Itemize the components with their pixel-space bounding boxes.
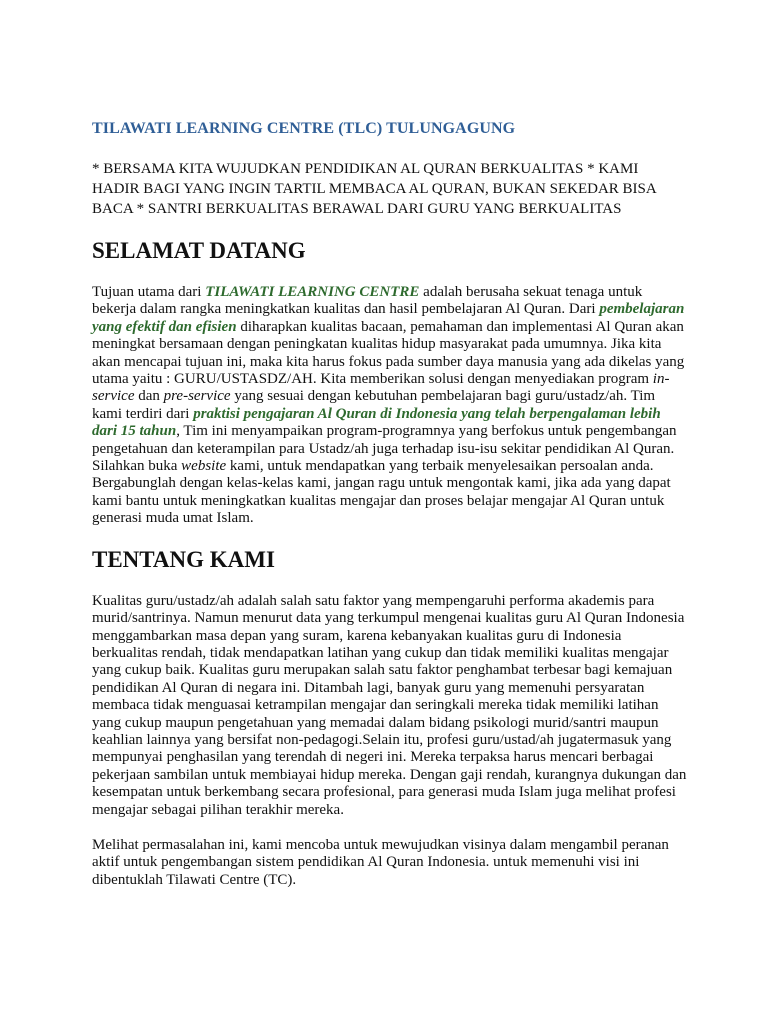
- about-paragraph-2: Melihat permasalahan ini, kami mencoba untuk mewujudkan visinya dalam mengambil peranan aktif untuk pengembangan sistem pendidikan Al Quran Indonesia. untuk memenuhi visi ini dibentuklah Tilawati Centre (TC).: [92, 836, 669, 888]
- highlight-effective-learning: pembelajaran yang efektif dan efisien: [92, 301, 685, 335]
- text-run: adalah berusaha sekuat tenaga untuk bekerja dalam rangka meningkatkan kualitas dan hasil pembelajaran Al Quran. Dari: [92, 284, 643, 318]
- document-page: [92, 118, 688, 889]
- text-run: Tujuan utama dari: [92, 284, 206, 300]
- text-run: , Tim ini menyampaikan program-programnya yang berfokus untuk pengembangan pengetahuan dan keterampilan para Ustadz/ah juga terhadap isu-isu sekitar pendidikan Al Quran. Silahkan buka: [92, 423, 677, 475]
- welcome-paragraph: [92, 284, 688, 528]
- tagline-text: * BERSAMA KITA WUJUDKAN PENDIDIKAN AL QURAN BERKUALITAS * KAMI HADIR BAGI YANG INGIN TARTIL MEMBACA AL QURAN, BUKAN SEKEDAR BISA BACA * SANTRI BERKUALITAS BERAWAL DARI GURU YANG BERKUALITAS: [92, 161, 656, 217]
- text-run: yang sesuai dengan kebutuhan pembelajaran bagi guru/ustadz/ah. Tim kami terdiri dari: [92, 388, 656, 422]
- highlight-org-name: TILAWATI LEARNING CENTRE: [205, 284, 420, 300]
- italic-pre-service: pre-service: [163, 388, 231, 405]
- about-paragraph-1: Kualitas guru/ustadz/ah adalah salah satu faktor yang mempengaruhi performa akademis para murid/santrinya. Namun menurut data yang terkumpul mengenai kualitas guru Al Quran Indonesia menggambarkan masa depan yang suram, karena kebanyakan kualitas guru di Indonesia berkualitas rendah, tidak mendapatkan latihan yang cukup dan tidak memiliki kualitas mengajar yang cukup baik. Kualitas guru merupakan salah satu faktor penghambat terbesar bagi kemajuan pendidikan Al Quran di negara ini. Ditambah lagi, banyak guru yang memenuhi persyaratan membaca tidak menguasai ketrampilan mengajar dan seringkali mereka tidak memiliki latihan yang cukup maupun pengetahuan yang memadai dalam bidang psikologi murid/santri maupun keahlian lainnya yang bersifat non-pedagogi.Selain itu, profesi guru/ustad/ah jugatermasuk yang mempunyai penghasilan yang terendah di negeri ini. Mereka terpaksa harus mencari berbagai pekerjaan sambilan untuk membiayai hidup mereka. Dengan gaji rendah, kurangnya dukungan dan kesempatan untuk berkembang secara profesional, para generasi muda Islam juga melihat profesi mengajar sebagai pilihan terakhir mereka.: [92, 592, 687, 818]
- italic-in-service: in-service: [92, 371, 670, 405]
- text-run: dan: [134, 388, 164, 405]
- italic-website: website: [181, 458, 227, 475]
- section-heading-tentang-kami: TENTANG KAMI: [92, 546, 275, 572]
- text-run: kami, untuk mendapatkan yang terbaik menyelesaikan persoalan anda. Bergabunglah dengan kelas-kelas kami, jangan ragu untuk mengontak kami, jika ada yang dapat kami bantu untuk meningkatkan kualitas mengajar dan proses belajar mengajar Al Quran untuk generasi muda umat Islam.: [92, 458, 671, 527]
- text-run: diharapkan kualitas bacaan, pemahaman dan implementasi Al Quran akan meningkat bersamaan dengan peningkatan kualitas hidup masyarakat pada umumnya. Jika kita akan mencapai tujuan ini, maka kita harus fokus pada sumber daya manusia yang ada dikelas yang utama yaitu : GURU/USTASDZ/AH. Kita memberikan solusi dengan menyediakan program: [92, 318, 685, 388]
- section-heading-selamat-datang: SELAMAT DATANG: [92, 238, 306, 263]
- document-title: TILAWATI LEARNING CENTRE (TLC) TULUNGAGUNG: [92, 120, 516, 137]
- paragraph-gap: [92, 819, 688, 837]
- highlight-practitioners: praktisi pengajaran Al Quran di Indonesia yang telah berpengalaman lebih dari 15 tahun: [92, 405, 661, 440]
